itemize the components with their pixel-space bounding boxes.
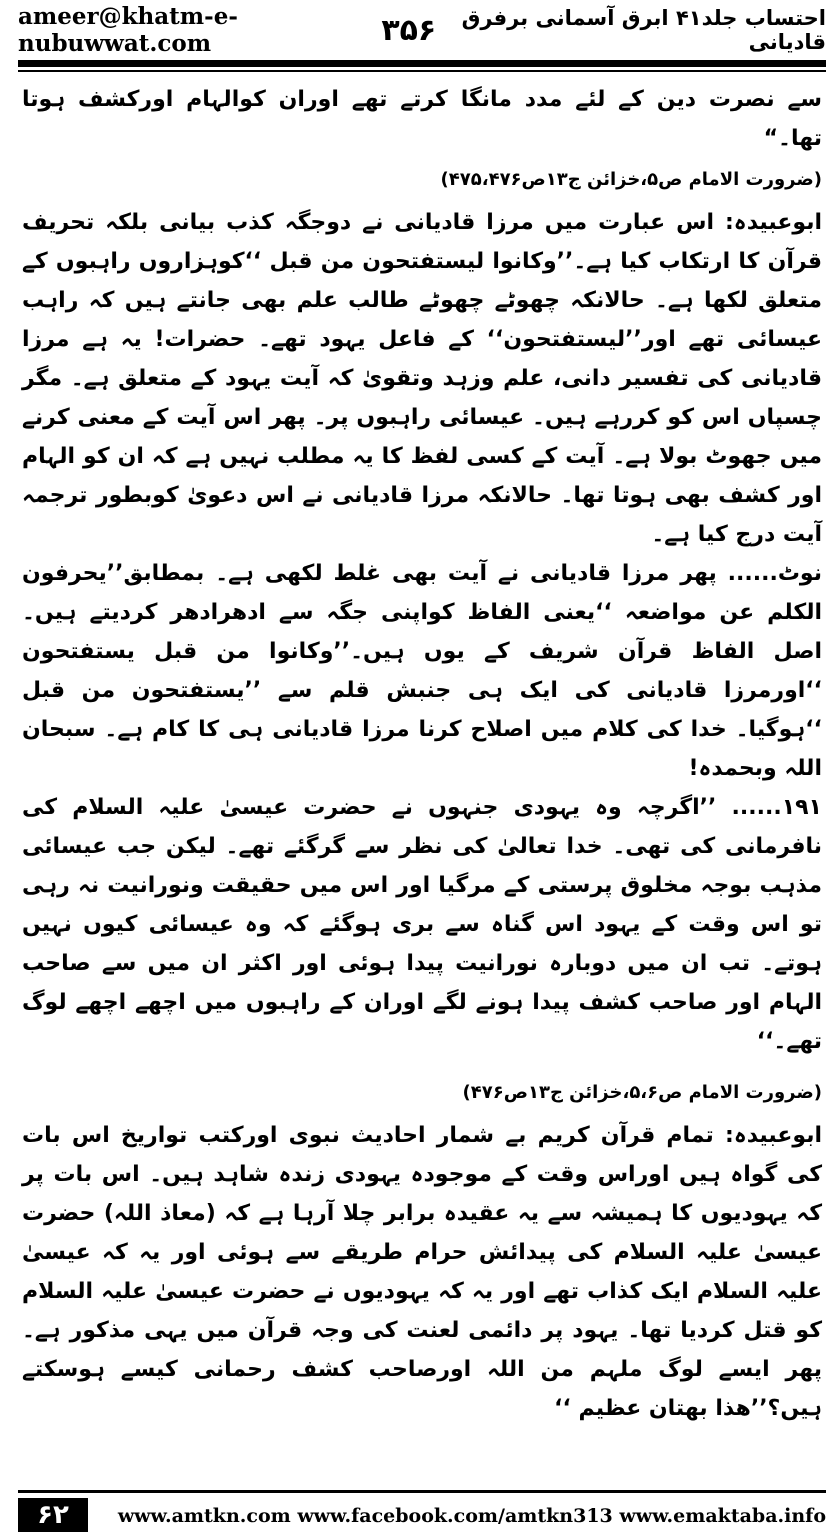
paragraph-note: نوٹ...... پھر مرزا قادیانی نے آیت بھی غلط لکھی ہے۔ بمطابق’’یحرفون الکلم عن مواضعہ ‘‘یعنی الفاظ کواپنی جگہ سے ادھرادھر کردیتے ہیں۔ اصل الفاظ قرآن شریف کے یوں ہیں۔’’وکانوا من قبل یستفتحون ‘‘اورمرزا قادیانی کی ایک ہی جنبش قلم سے ’’یستفتحون من قبل ‘‘ہوگیا۔ خدا کی کلام میں اصلاح کرنا مرزا قادیانی ہی کا کام ہے۔ سبحان اللہ وبحمدہ! — [22, 561, 822, 781]
header-left — [18, 3, 436, 57]
header-email: ameer@khatm-e-nubuwwat.com — [18, 3, 238, 57]
paragraph-191: ۱۹۱...... ’’اگرچہ وہ یہودی جنہوں نے حضرت عیسیٰ علیہ السلام کی نافرمانی کی تھی۔ خدا تعالیٰ کی نظر سے گرگئے تھے۔ لیکن جب عیسائی مذہب بوجہ مخلوق پرستی کے مرگیا اور اس میں حقیقت ونورانیت نہ رہی تو اس وقت کے یہود اس گناہ سے بری ہوگئے کہ وہ عیسائی کیوں نہیں ہوتے۔ تب ان میں دوبارہ نورانیت پیدا ہوئی اور اکثر ان میں سے صاحب الہام اور صاحب کشف پیدا ہونے لگے اوران کے راہبوں میں اچھے اچھے لوگ تھے۔‘‘ — [22, 795, 822, 1054]
paragraph-1: سے نصرت دین کے لئے مدد مانگا کرتے تھے اوران کوالہام اورکشف ہوتا تھا۔“ — [22, 87, 822, 151]
spacer — [22, 1061, 822, 1071]
paragraph-abu-ubaidah-1: ابوعبیدہ: اس عبارت میں مرزا قادیانی نے دوجگہ کذب بیانی بلکہ تحریف قرآن کا ارتکاب کیا ہے۔’’وکانوا لیستفتحون من قبل ‘‘کوہزاروں راہبوں کے متعلق لکھا ہے۔ حالانکہ چھوٹے چھوٹے طالب علم بھی جانتے ہیں کہ راہب عیسائی تھے اور’’لیستفتحون‘‘ کے فاعل یہود تھے۔ حضرات! یہ ہے مرزا قادیانی کی تفسیر دانی، علم وزہد وتقویٰ کہ آیت یہود کے متعلق ہے۔ مگر چسپاں اس کو کررہے ہیں۔ عیسائی راہبوں پر۔ پھر اس آیت کے معنی کرنے میں جھوٹ بولا ہے۔ آیت کے کسی لفظ کا یہ مطلب نہیں ہے کہ ان کو الہام اور کشف بھی ہوتا تھا۔ حالانکہ مرزا قادیانی نے اس دعویٰ کوبطور ترجمہ آیت درج کیا ہے۔ — [22, 210, 822, 547]
header-rule-thin — [18, 70, 826, 72]
paragraph-abu-ubaidah-2: ابوعبیدہ: تمام قرآن کریم بے شمار احادیث نبوی اورکتب تواریخ اس بات کی گواہ ہیں اوراس وقت کے موجودہ یہودی زندہ شاہد ہیں۔ اس بات پر کہ یہودیوں کا ہمیشہ سے یہ عقیدہ برابر چلا آرہا ہے کہ (معاذ اللہ) حضرت عیسیٰ علیہ السلام کی پیدائش حرام طریقے سے ہوئی اور یہ کہ عیسیٰ علیہ السلام ایک کذاب تھے اور یہ کہ یہودیوں نے حضرت عیسیٰ علیہ السلام کو قتل کردیا تھا۔ یہود پر دائمی لعنت کی وجہ قرآن میں یہی مذکور ہے۔ پھر ایسے لوگ ملہم من اللہ اورصاحب کشف رحمانی کیسے ہوسکتے ہیں؟’’ھذا بھتان عظیم ‘‘ — [22, 1123, 822, 1421]
header-title: احتساب جلد۴۱ ابرق آسمانی برفرق قادیانی — [461, 6, 826, 54]
reference-2: (ضرورت الامام ص۵،۶،خزائن ج۱۳ص۴۷۶) — [462, 1082, 822, 1103]
footer-rule — [18, 1490, 826, 1493]
page-header — [18, 3, 826, 57]
reference-1: (ضرورت الامام ص۵،خزائن ج۱۳ص۴۷۵،۴۷۶) — [440, 169, 822, 190]
body-text — [22, 80, 822, 1470]
header-page-number: ۳۵۶ — [381, 12, 437, 48]
footer-links: www.amtkn.com www.facebook.com/amtkn313 www.emaktaba.info — [117, 1505, 826, 1527]
page-footer — [0, 1480, 840, 1540]
header-rule-thick — [18, 60, 826, 67]
footer-page-box: ۶۲ — [18, 1498, 88, 1532]
